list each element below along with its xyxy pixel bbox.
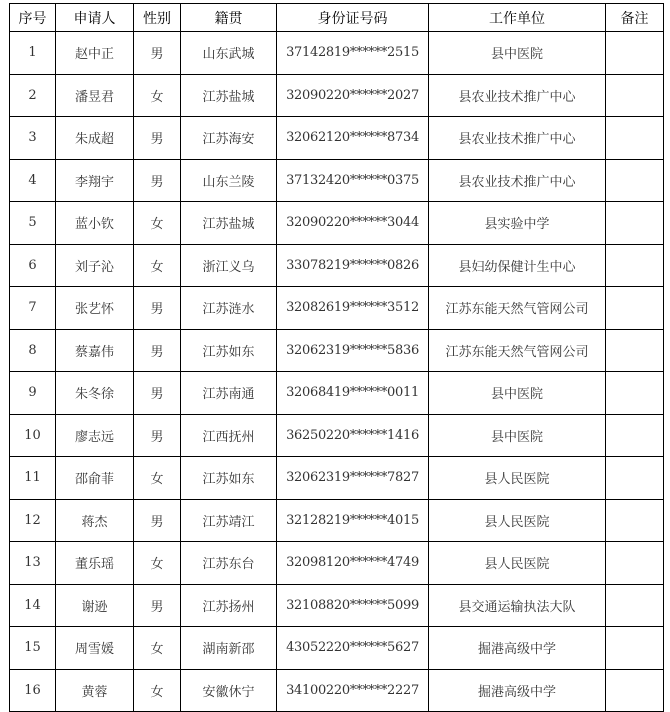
- cell-gender: 女: [134, 669, 181, 712]
- cell-remark: [606, 202, 664, 245]
- cell-work-unit: 县中医院: [429, 414, 606, 457]
- header-work-unit: 工作单位: [429, 4, 606, 32]
- cell-origin: 浙江义乌: [181, 244, 277, 287]
- cell-id-number: 32090220******2027: [277, 74, 429, 117]
- cell-origin: 江西抚州: [181, 414, 277, 457]
- cell-work-unit: 县农业技术推广中心: [429, 117, 606, 160]
- cell-id-number: 32128219******4015: [277, 499, 429, 542]
- cell-gender: 女: [134, 457, 181, 500]
- cell-gender: 女: [134, 627, 181, 670]
- table-row: [10, 584, 664, 627]
- cell-gender: 女: [134, 244, 181, 287]
- cell-gender: 男: [134, 329, 181, 372]
- cell-serial-no: 14: [10, 584, 56, 627]
- cell-remark: [606, 372, 664, 415]
- cell-serial-no: 7: [10, 287, 56, 330]
- cell-work-unit: 县农业技术推广中心: [429, 74, 606, 117]
- cell-applicant: 朱冬徐: [56, 372, 134, 415]
- cell-applicant: 廖志远: [56, 414, 134, 457]
- table-row: [10, 499, 664, 542]
- cell-gender: 女: [134, 202, 181, 245]
- table-row: [10, 202, 664, 245]
- cell-serial-no: 1: [10, 32, 56, 75]
- cell-work-unit: 县中医院: [429, 32, 606, 75]
- cell-serial-no: 12: [10, 499, 56, 542]
- cell-remark: [606, 499, 664, 542]
- cell-applicant: 蓝小钦: [56, 202, 134, 245]
- cell-id-number: 32090220******3044: [277, 202, 429, 245]
- cell-serial-no: 15: [10, 627, 56, 670]
- table-row: [10, 372, 664, 415]
- cell-gender: 女: [134, 542, 181, 585]
- header-id-number: 身份证号码: [277, 4, 429, 32]
- cell-gender: 男: [134, 287, 181, 330]
- cell-gender: 男: [134, 159, 181, 202]
- cell-applicant: 潘昱君: [56, 74, 134, 117]
- cell-applicant: 赵中正: [56, 32, 134, 75]
- cell-origin: 安徽休宁: [181, 669, 277, 712]
- header-applicant: 申请人: [56, 4, 134, 32]
- cell-id-number: 32062120******8734: [277, 117, 429, 160]
- cell-id-number: 32108820******5099: [277, 584, 429, 627]
- cell-id-number: 37132420******0375: [277, 159, 429, 202]
- cell-gender: 男: [134, 584, 181, 627]
- cell-gender: 男: [134, 499, 181, 542]
- cell-remark: [606, 542, 664, 585]
- header-serial-no: 序号: [10, 4, 56, 32]
- cell-origin: 江苏扬州: [181, 584, 277, 627]
- table-row: [10, 669, 664, 712]
- applicant-table: [9, 3, 664, 712]
- cell-origin: 江苏如东: [181, 329, 277, 372]
- cell-serial-no: 4: [10, 159, 56, 202]
- cell-work-unit: 县交通运输执法大队: [429, 584, 606, 627]
- cell-remark: [606, 287, 664, 330]
- header-gender: 性别: [134, 4, 181, 32]
- cell-serial-no: 10: [10, 414, 56, 457]
- cell-remark: [606, 627, 664, 670]
- cell-serial-no: 11: [10, 457, 56, 500]
- table-row: [10, 117, 664, 160]
- cell-applicant: 蔡嘉伟: [56, 329, 134, 372]
- cell-id-number: 32068419******0011: [277, 372, 429, 415]
- cell-gender: 男: [134, 117, 181, 160]
- table-row: [10, 74, 664, 117]
- cell-work-unit: 县人民医院: [429, 542, 606, 585]
- cell-remark: [606, 329, 664, 372]
- cell-serial-no: 8: [10, 329, 56, 372]
- table-row: [10, 457, 664, 500]
- cell-id-number: 33078219******0826: [277, 244, 429, 287]
- table-row: [10, 159, 664, 202]
- cell-applicant: 李翔宇: [56, 159, 134, 202]
- cell-remark: [606, 244, 664, 287]
- cell-work-unit: 县实验中学: [429, 202, 606, 245]
- cell-remark: [606, 584, 664, 627]
- cell-work-unit: 江苏东能天然气管网公司: [429, 329, 606, 372]
- cell-origin: 江苏靖江: [181, 499, 277, 542]
- cell-gender: 女: [134, 74, 181, 117]
- cell-work-unit: 县人民医院: [429, 499, 606, 542]
- cell-serial-no: 3: [10, 117, 56, 160]
- cell-serial-no: 6: [10, 244, 56, 287]
- cell-id-number: 32062319******5836: [277, 329, 429, 372]
- cell-applicant: 周雪媛: [56, 627, 134, 670]
- cell-work-unit: 掘港高级中学: [429, 669, 606, 712]
- cell-serial-no: 16: [10, 669, 56, 712]
- cell-remark: [606, 457, 664, 500]
- cell-serial-no: 13: [10, 542, 56, 585]
- cell-id-number: 37142819******2515: [277, 32, 429, 75]
- cell-applicant: 刘子沁: [56, 244, 134, 287]
- cell-origin: 江苏东台: [181, 542, 277, 585]
- cell-remark: [606, 414, 664, 457]
- cell-gender: 男: [134, 414, 181, 457]
- cell-work-unit: 掘港高级中学: [429, 627, 606, 670]
- cell-applicant: 黄蓉: [56, 669, 134, 712]
- cell-origin: 江苏盐城: [181, 202, 277, 245]
- table-row: [10, 329, 664, 372]
- cell-origin: 山东武城: [181, 32, 277, 75]
- cell-origin: 江苏如东: [181, 457, 277, 500]
- cell-applicant: 邵俞菲: [56, 457, 134, 500]
- cell-serial-no: 5: [10, 202, 56, 245]
- cell-gender: 男: [134, 372, 181, 415]
- table-row: [10, 244, 664, 287]
- cell-work-unit: 江苏东能天然气管网公司: [429, 287, 606, 330]
- cell-origin: 江苏盐城: [181, 74, 277, 117]
- cell-origin: 江苏海安: [181, 117, 277, 160]
- cell-work-unit: 县中医院: [429, 372, 606, 415]
- cell-origin: 江苏南通: [181, 372, 277, 415]
- cell-id-number: 32062319******7827: [277, 457, 429, 500]
- table-row: [10, 627, 664, 670]
- cell-work-unit: 县人民医院: [429, 457, 606, 500]
- cell-remark: [606, 669, 664, 712]
- header-remark: 备注: [606, 4, 664, 32]
- cell-work-unit: 县农业技术推广中心: [429, 159, 606, 202]
- table-row: [10, 32, 664, 75]
- cell-applicant: 谢逊: [56, 584, 134, 627]
- cell-serial-no: 9: [10, 372, 56, 415]
- table-row: [10, 414, 664, 457]
- cell-remark: [606, 32, 664, 75]
- header-row: [10, 4, 664, 32]
- cell-id-number: 36250220******1416: [277, 414, 429, 457]
- cell-origin: 湖南新邵: [181, 627, 277, 670]
- cell-serial-no: 2: [10, 74, 56, 117]
- cell-origin: 江苏涟水: [181, 287, 277, 330]
- cell-gender: 男: [134, 32, 181, 75]
- cell-remark: [606, 159, 664, 202]
- cell-applicant: 蒋杰: [56, 499, 134, 542]
- cell-id-number: 43052220******5627: [277, 627, 429, 670]
- cell-remark: [606, 117, 664, 160]
- header-origin: 籍贯: [181, 4, 277, 32]
- cell-id-number: 34100220******2227: [277, 669, 429, 712]
- table-row: [10, 542, 664, 585]
- cell-origin: 山东兰陵: [181, 159, 277, 202]
- cell-work-unit: 县妇幼保健计生中心: [429, 244, 606, 287]
- cell-applicant: 董乐瑶: [56, 542, 134, 585]
- cell-id-number: 32098120******4749: [277, 542, 429, 585]
- cell-remark: [606, 74, 664, 117]
- cell-id-number: 32082619******3512: [277, 287, 429, 330]
- cell-applicant: 张艺怀: [56, 287, 134, 330]
- table-row: [10, 287, 664, 330]
- cell-applicant: 朱成超: [56, 117, 134, 160]
